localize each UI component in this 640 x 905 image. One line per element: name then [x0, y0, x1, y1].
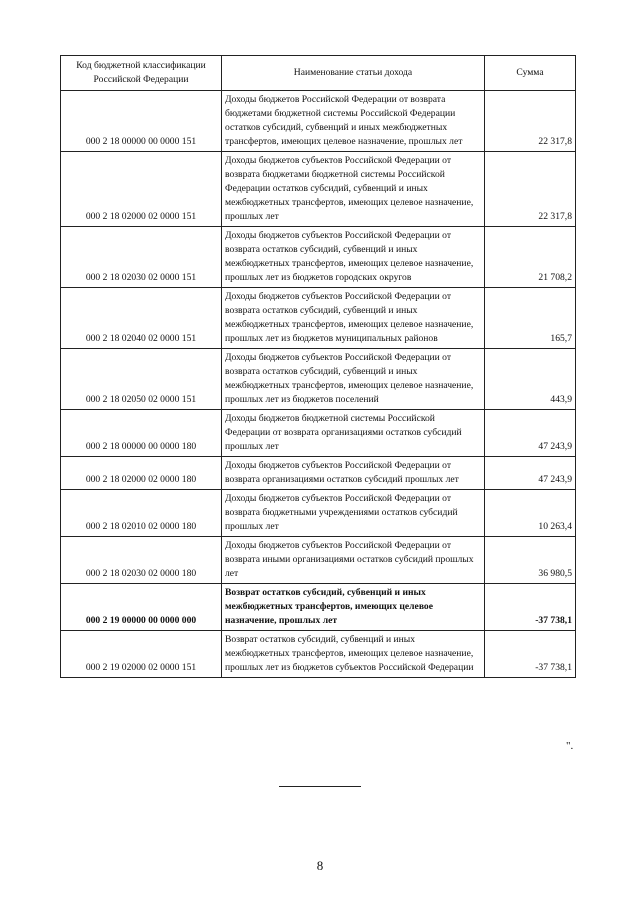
table-row: [61, 91, 576, 152]
name-cell: Доходы бюджетов субъектов Российской Федерации от возврата остатков субсидий, субвенций и иных межбюджетных трансфертов, имеющих целевое назначение, прошлых лет из бюджетов городских округов: [222, 227, 485, 288]
sum-cell: 22 317,8: [485, 152, 576, 227]
code-cell: 000 2 18 02000 02 0000 180: [61, 457, 222, 490]
code-cell: 000 2 18 02010 02 0000 180: [61, 490, 222, 537]
name-cell: Доходы бюджетов Российской Федерации от возврата бюджетами бюджетной системы Российской Федерации остатков субсидий, субвенций и иных межбюджетных трансфертов, имеющих целевое назначение, прошлых лет: [222, 91, 485, 152]
footnote-rule: [279, 786, 361, 787]
sum-cell: 443,9: [485, 349, 576, 410]
sum-cell: 47 243,9: [485, 410, 576, 457]
table-row: [61, 349, 576, 410]
sum-cell: 36 980,5: [485, 537, 576, 584]
code-cell: 000 2 18 02030 02 0000 180: [61, 537, 222, 584]
table-row: [61, 457, 576, 490]
table-row: [61, 288, 576, 349]
code-cell: 000 2 18 00000 00 0000 180: [61, 410, 222, 457]
table-row: [61, 227, 576, 288]
page-number: 8: [316, 858, 324, 873]
sum-cell: -37 738,1: [485, 584, 576, 631]
sum-cell: 47 243,9: [485, 457, 576, 490]
name-cell: Доходы бюджетов субъектов Российской Федерации от возврата бюджетными учреждениями остатков субсидий прошлых лет: [222, 490, 485, 537]
table-row: [61, 410, 576, 457]
name-cell: Возврат остатков субсидий, субвенций и иных межбюджетных трансфертов, имеющих целевое назначение, прошлых лет: [222, 584, 485, 631]
table-row: [61, 631, 576, 678]
closing-quote: ".: [566, 740, 574, 752]
name-cell: Возврат остатков субсидий, субвенций и иных межбюджетных трансфертов, имеющих целевое назначение, прошлых лет из бюджетов субъектов Российской Федерации: [222, 631, 485, 678]
code-cell: 000 2 18 02050 02 0000 151: [61, 349, 222, 410]
sum-cell: 21 708,2: [485, 227, 576, 288]
table-row: [61, 152, 576, 227]
header-code: Код бюджетной классификации Российской Федерации: [61, 56, 222, 91]
name-cell: Доходы бюджетов субъектов Российской Федерации от возврата бюджетами бюджетной системы Российской Федерации остатков субсидий, субвенций и иных межбюджетных трансфертов, имеющих целевое назначение, прошлых лет: [222, 152, 485, 227]
code-cell: 000 2 18 02030 02 0000 151: [61, 227, 222, 288]
table-row: [61, 584, 576, 631]
name-cell: Доходы бюджетов субъектов Российской Федерации от возврата иными организациями остатков субсидий прошлых лет: [222, 537, 485, 584]
code-cell: 000 2 18 02000 02 0000 151: [61, 152, 222, 227]
code-cell: 000 2 18 00000 00 0000 151: [61, 91, 222, 152]
name-cell: Доходы бюджетов субъектов Российской Федерации от возврата организациями остатков субсидий прошлых лет: [222, 457, 485, 490]
sum-cell: 165,7: [485, 288, 576, 349]
code-cell: 000 2 19 00000 00 0000 000: [61, 584, 222, 631]
table-row: [61, 537, 576, 584]
header-name: Наименование статьи дохода: [222, 56, 485, 91]
code-cell: 000 2 18 02040 02 0000 151: [61, 288, 222, 349]
sum-cell: 10 263,4: [485, 490, 576, 537]
sum-cell: -37 738,1: [485, 631, 576, 678]
table-row: [61, 490, 576, 537]
code-cell: 000 2 19 02000 02 0000 151: [61, 631, 222, 678]
name-cell: Доходы бюджетов бюджетной системы Российской Федерации от возврата организациями остатков субсидий прошлых лет: [222, 410, 485, 457]
name-cell: Доходы бюджетов субъектов Российской Федерации от возврата остатков субсидий, субвенций и иных межбюджетных трансфертов, имеющих целевое назначение, прошлых лет из бюджетов поселений: [222, 349, 485, 410]
table-header-row: [61, 56, 576, 91]
sum-cell: 22 317,8: [485, 91, 576, 152]
name-cell: Доходы бюджетов субъектов Российской Федерации от возврата остатков субсидий, субвенций и иных межбюджетных трансфертов, имеющих целевое назначение, прошлых лет из бюджетов муниципальных районов: [222, 288, 485, 349]
header-sum: Сумма: [485, 56, 576, 91]
revenue-table: [60, 55, 576, 678]
table-body: [61, 91, 576, 678]
